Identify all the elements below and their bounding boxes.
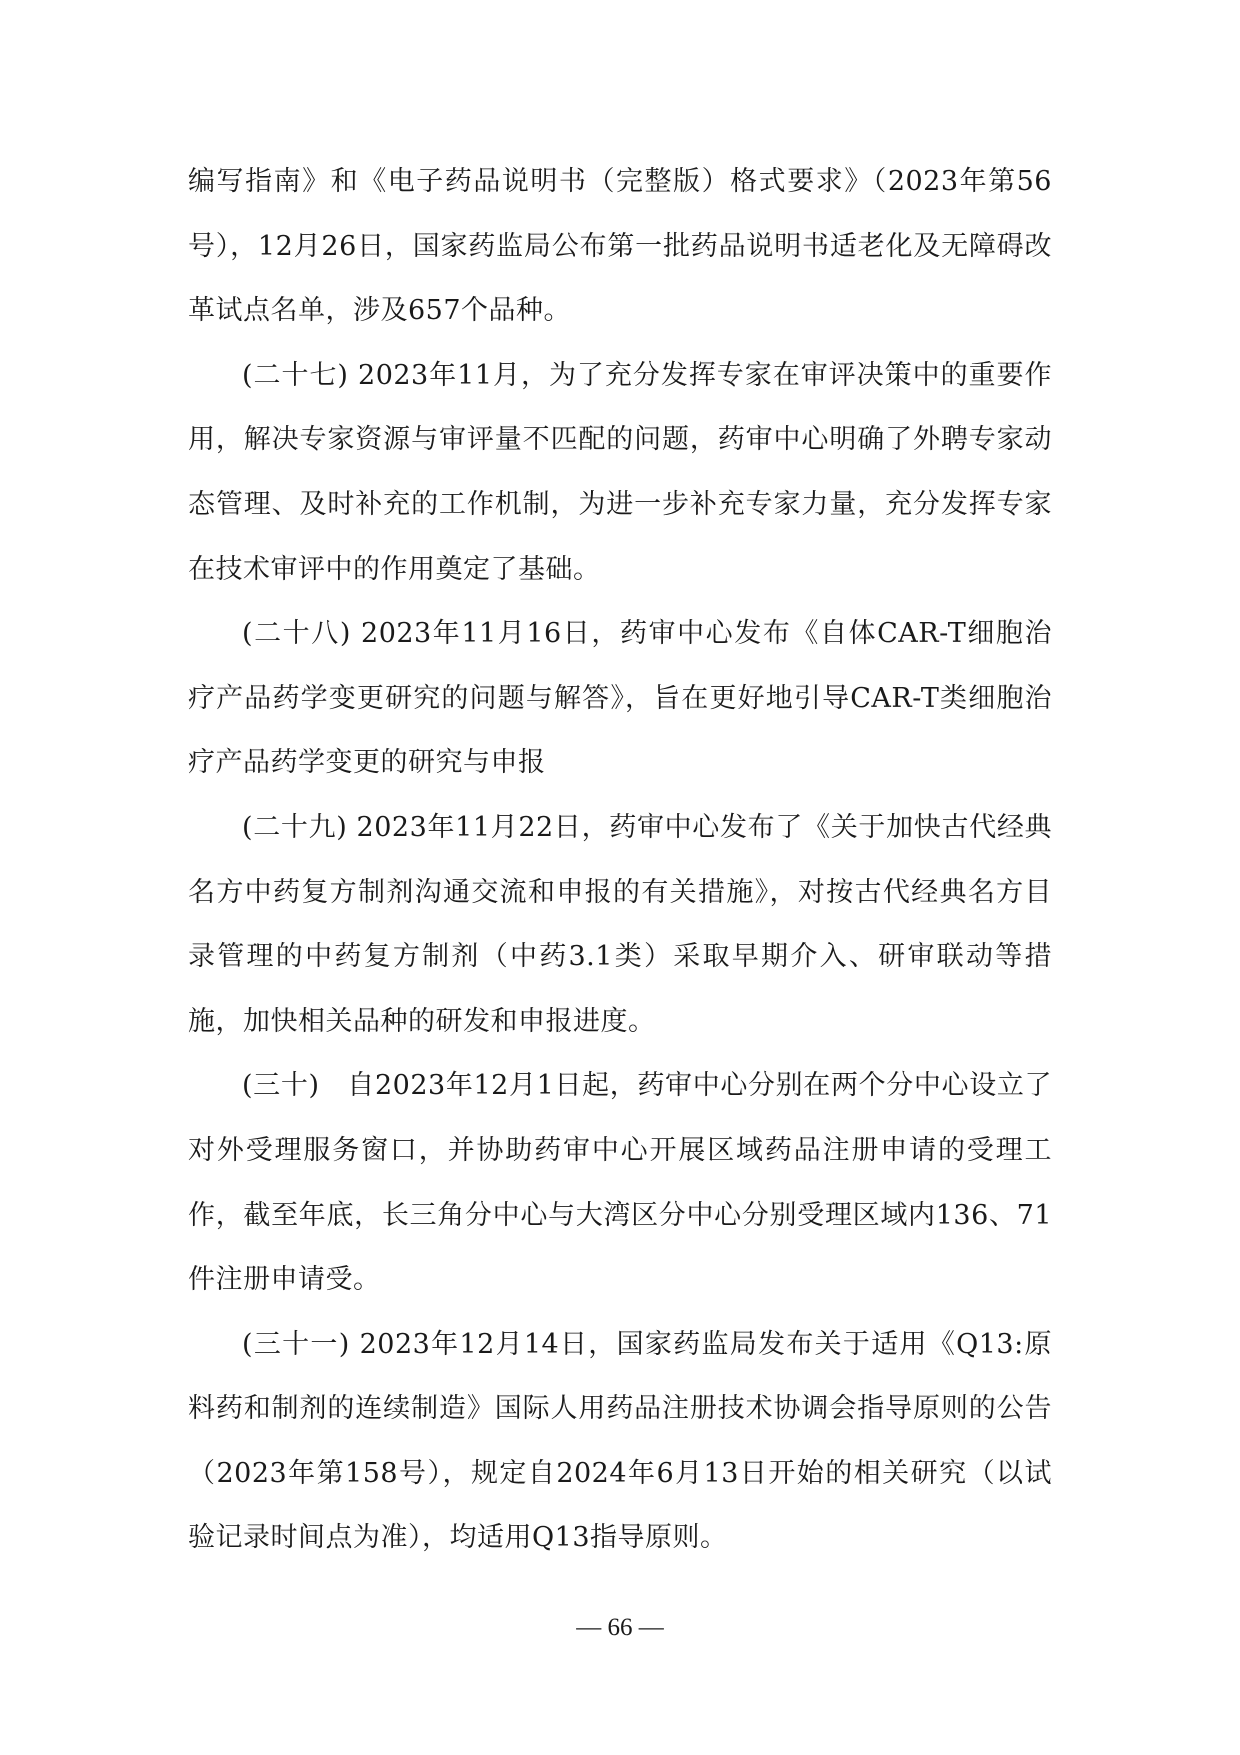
paragraph-continuation: 编写指南》和《电子药品说明书（完整版）格式要求》（2023年第56号），12月26日，国家药监局公布第一批药品说明书适老化及无障碍改革试点名单，涉及657个品种。 — [188, 166, 1052, 327]
paragraph-item-29: (二十九) 2023年11月22日，药审中心发布了《关于加快古代经典名方中药复方制剂沟通交流和申报的有关措施》，对按古代经典名方目录管理的中药复方制剂（中药3.1类）采取早期介入、研审联动等措施，加快相关品种的研发和申报进度。 — [188, 811, 1052, 1037]
body-text — [188, 150, 1052, 1571]
page-number: — 66 — — [576, 1614, 664, 1641]
paragraph-item-30: (三十) 自2023年12月1日起，药审中心分别在两个分中心设立了对外受理服务窗口，并协助药审中心开展区域药品注册申请的受理工作，截至年底，长三角分中心与大湾区分中心分别受理区域内136、71件注册申请受。 — [188, 1070, 1052, 1296]
paragraph-item-28: (二十八) 2023年11月16日，药审中心发布《自体CAR-T细胞治疗产品药学变更研究的问题与解答》，旨在更好地引导CAR-T类细胞治疗产品药学变更的研究与申报 — [188, 618, 1052, 779]
paragraph-item-31: (三十一) 2023年12月14日，国家药监局发布关于适用《Q13:原料药和制剂的连续制造》国际人用药品注册技术协调会指导原则的公告（2023年第158号），规定自2024年6月13日开始的相关研究（以试验记录时间点为准），均适用Q13指导原则。 — [188, 1328, 1052, 1554]
paragraph-item-27: (二十七) 2023年11月，为了充分发挥专家在审评决策中的重要作用，解决专家资源与审评量不匹配的问题，药审中心明确了外聘专家动态管理、及时补充的工作机制，为进一步补充专家力量，充分发挥专家在技术审评中的作用奠定了基础。 — [188, 359, 1052, 585]
